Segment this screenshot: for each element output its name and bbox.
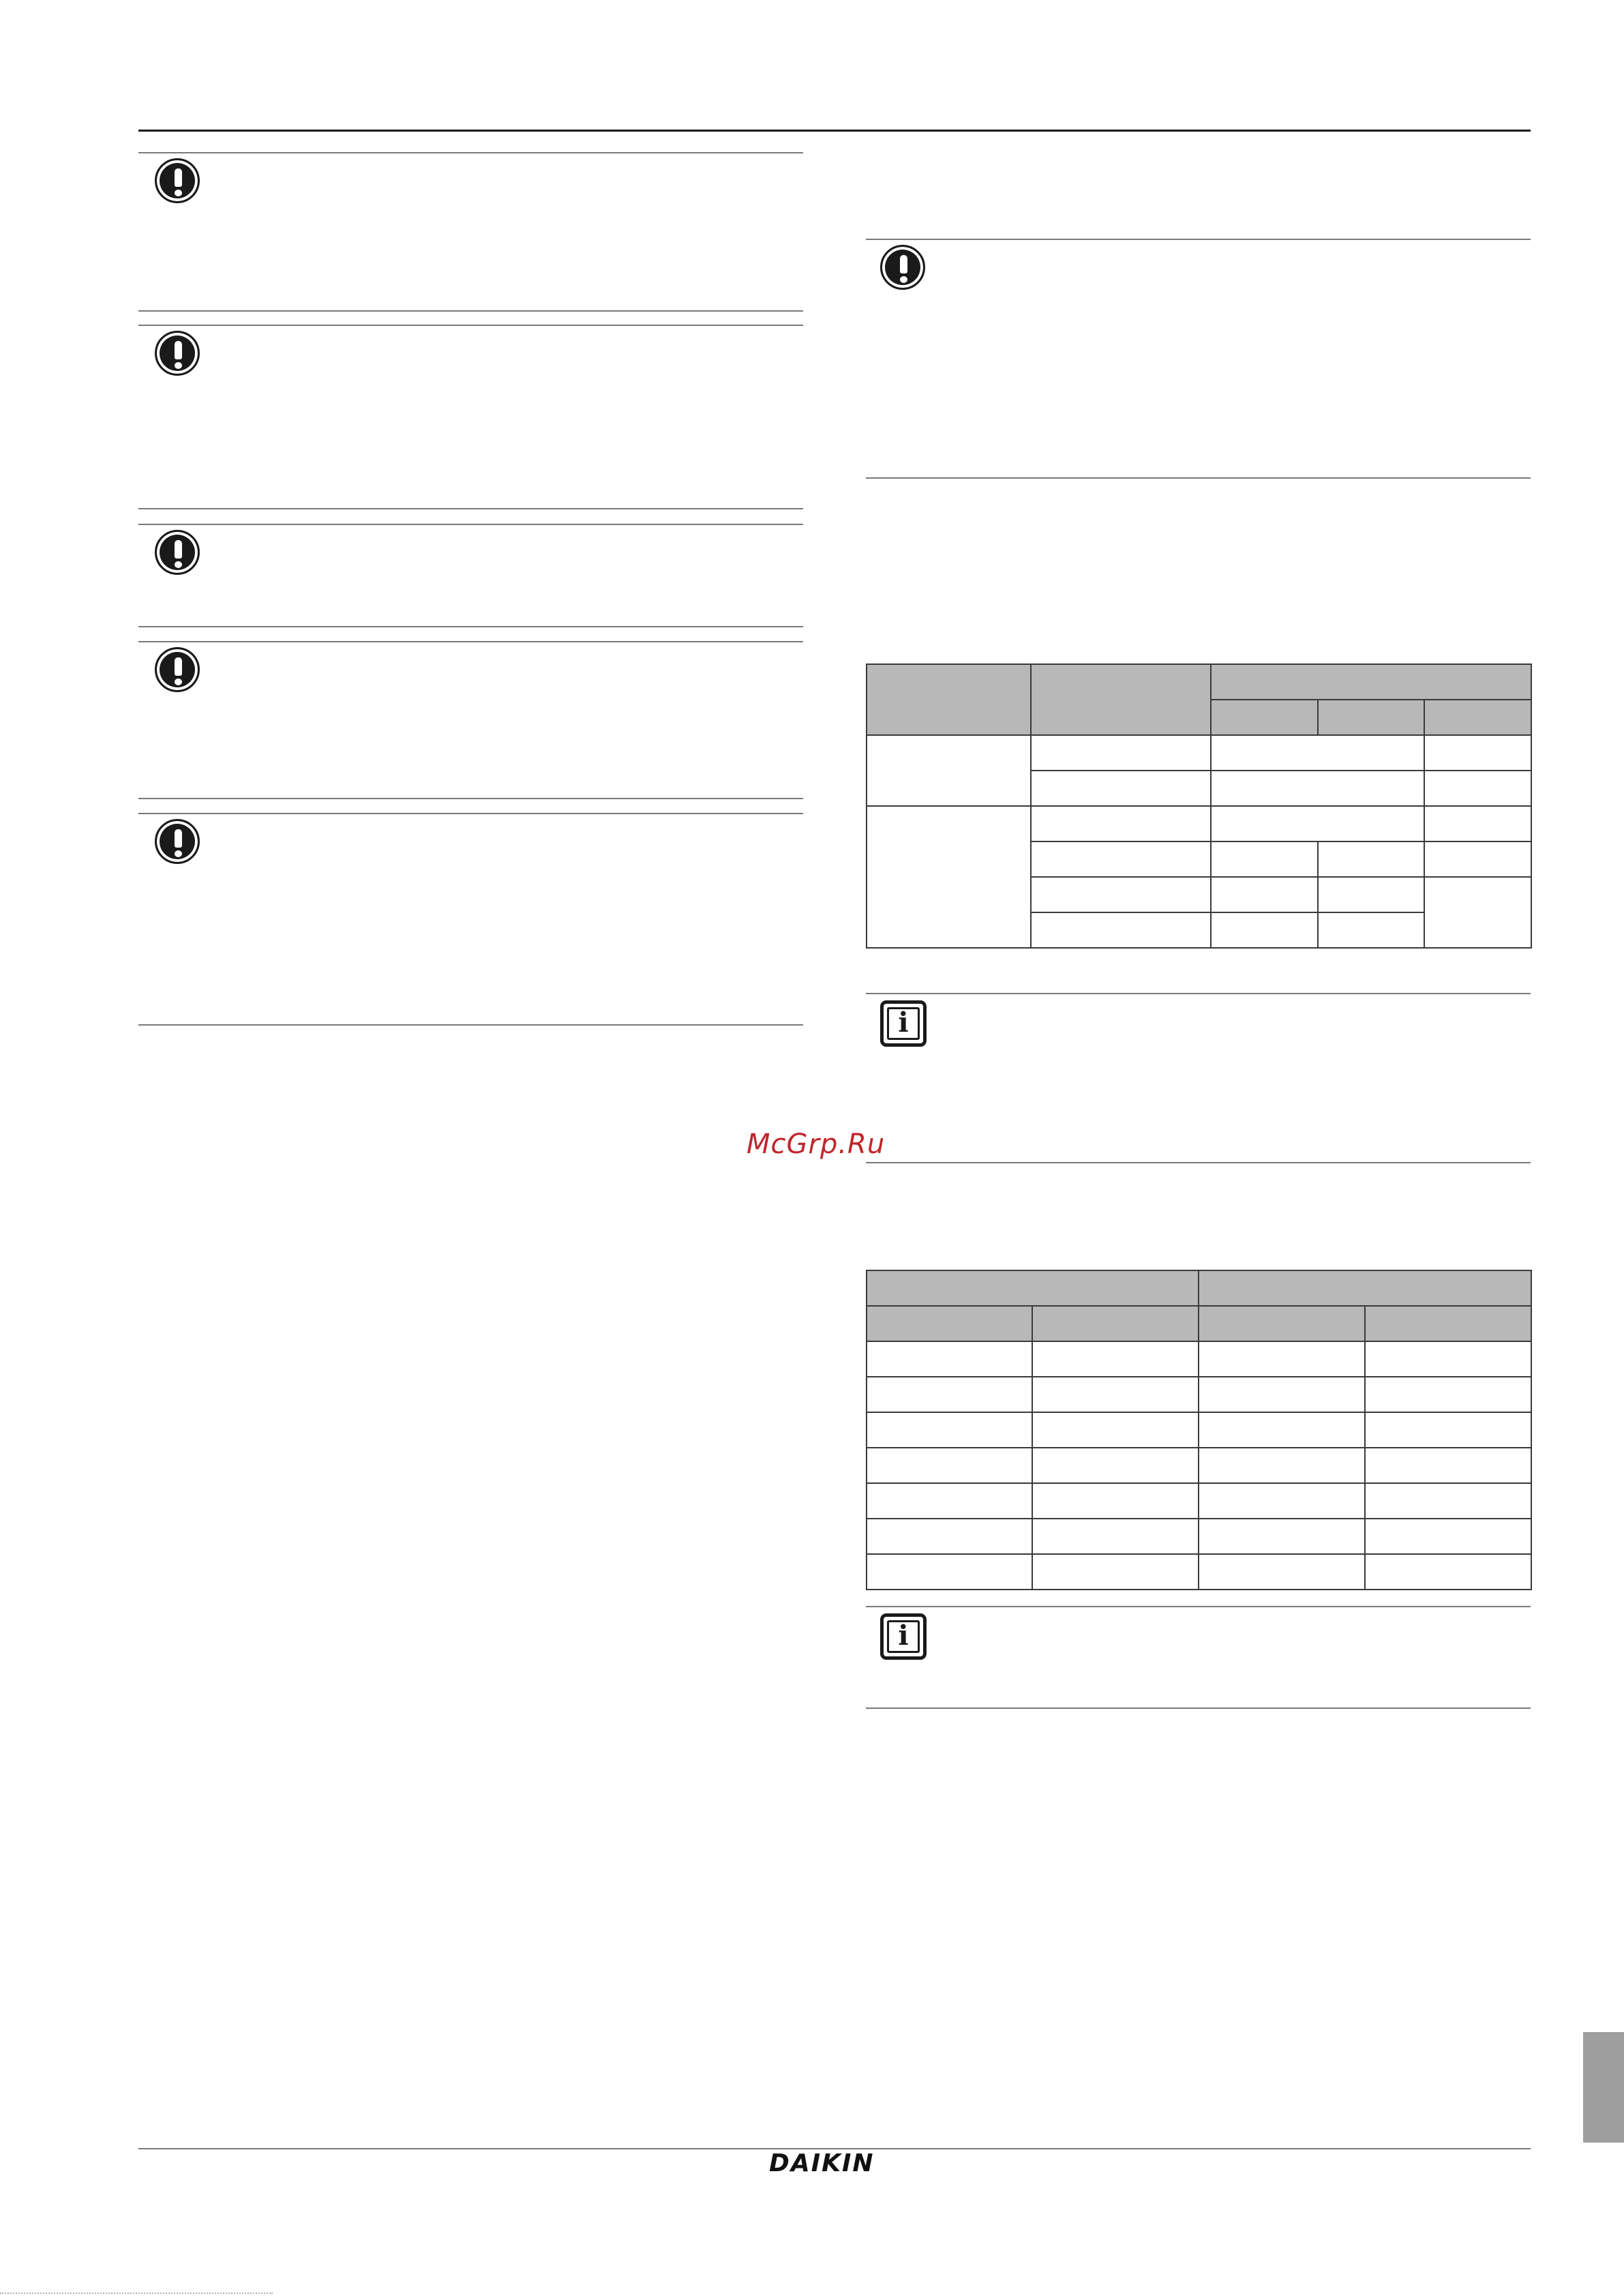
table-header-cell (1031, 664, 1211, 735)
notice-divider (866, 239, 1531, 240)
table-cell (1211, 735, 1424, 771)
table-cell (1365, 1483, 1531, 1519)
table-cell (1424, 735, 1531, 771)
table-cell (1199, 1412, 1365, 1448)
table-cell (1032, 1554, 1199, 1590)
table-cell (1031, 841, 1211, 877)
table-cell (1031, 735, 1211, 771)
table-cell (1424, 841, 1531, 877)
table-header-cell (867, 664, 1031, 735)
table-cell (1032, 1341, 1199, 1377)
note-divider (866, 993, 1531, 994)
spec-table-2 (866, 1270, 1532, 1590)
information-icon (880, 1613, 927, 1660)
table-cell (1199, 1554, 1365, 1590)
table-cell (1032, 1483, 1199, 1519)
table-cell (867, 1483, 1032, 1519)
table-cell (1211, 912, 1318, 948)
table-cell (1424, 877, 1531, 948)
table-header-cell (1318, 700, 1424, 735)
table-cell (1199, 1519, 1365, 1554)
table-cell (1031, 877, 1211, 912)
table-cell (867, 1554, 1032, 1590)
notice-divider (138, 798, 803, 799)
table-cell (1211, 806, 1424, 841)
table-cell (1032, 1519, 1199, 1554)
notice-divider (138, 1024, 803, 1026)
table-header-cell (1424, 700, 1531, 735)
table-cell (1365, 1341, 1531, 1377)
table-cell (1211, 771, 1424, 806)
warning-exclamation-icon (155, 647, 200, 692)
table-cell (867, 735, 1031, 806)
notice-divider (138, 310, 803, 312)
table-header-cell (1365, 1306, 1531, 1341)
table-header-cell (1211, 700, 1318, 735)
note-divider (866, 1162, 1531, 1163)
notice-divider (138, 813, 803, 814)
notice-divider (138, 641, 803, 642)
table-cell (867, 1341, 1032, 1377)
table-cell (1199, 1377, 1365, 1412)
table-cell (867, 1448, 1032, 1483)
watermark-text: McGrp.Ru (747, 1129, 886, 1160)
warning-exclamation-icon (155, 819, 200, 864)
table-cell (1032, 1412, 1199, 1448)
table-cell (867, 1412, 1032, 1448)
spec-table-1 (866, 664, 1532, 949)
notice-divider (138, 626, 803, 627)
table-cell (1211, 877, 1318, 912)
table-cell (1318, 877, 1424, 912)
table-cell (1032, 1448, 1199, 1483)
table-header-cell (1211, 664, 1531, 700)
table-cell (1365, 1554, 1531, 1590)
notice-divider (138, 325, 803, 326)
notice-divider (866, 477, 1531, 479)
table-header-cell (1032, 1306, 1199, 1341)
information-icon (880, 1000, 927, 1047)
notice-divider (138, 524, 803, 525)
table-cell (1199, 1341, 1365, 1377)
table-cell (867, 806, 1031, 948)
note-divider (866, 1708, 1531, 1709)
table-cell (1032, 1377, 1199, 1412)
table-cell (1031, 771, 1211, 806)
table-header-cell (1199, 1306, 1365, 1341)
table-cell (1365, 1448, 1531, 1483)
table-cell (1199, 1483, 1365, 1519)
table-cell (1031, 912, 1211, 948)
chapter-side-tab (1583, 2032, 1624, 2143)
table-cell (1199, 1448, 1365, 1483)
info-glyph: i (898, 1620, 909, 1652)
table-cell (1211, 841, 1318, 877)
table-header-cell (1199, 1270, 1531, 1306)
notice-divider (138, 152, 803, 153)
table-cell (1318, 841, 1424, 877)
table-cell (1318, 912, 1424, 948)
header-rule (138, 130, 1531, 132)
notice-divider (138, 508, 803, 509)
note-divider (866, 1606, 1531, 1607)
warning-exclamation-icon (880, 245, 925, 290)
table-header-cell (867, 1270, 1199, 1306)
table-cell (867, 1519, 1032, 1554)
table-cell (1365, 1519, 1531, 1554)
warning-exclamation-icon (155, 331, 200, 376)
info-glyph: i (898, 1007, 909, 1039)
warning-exclamation-icon (155, 158, 200, 203)
table-cell (1031, 806, 1211, 841)
daikin-logo: DAIKIN (769, 2149, 875, 2177)
table-cell (1365, 1412, 1531, 1448)
table-cell (1424, 771, 1531, 806)
warning-exclamation-icon (155, 530, 200, 575)
table-cell (1424, 806, 1531, 841)
scan-artifact-line (0, 2293, 273, 2294)
table-header-cell (867, 1306, 1032, 1341)
table-cell (1365, 1377, 1531, 1412)
table-cell (867, 1377, 1032, 1412)
